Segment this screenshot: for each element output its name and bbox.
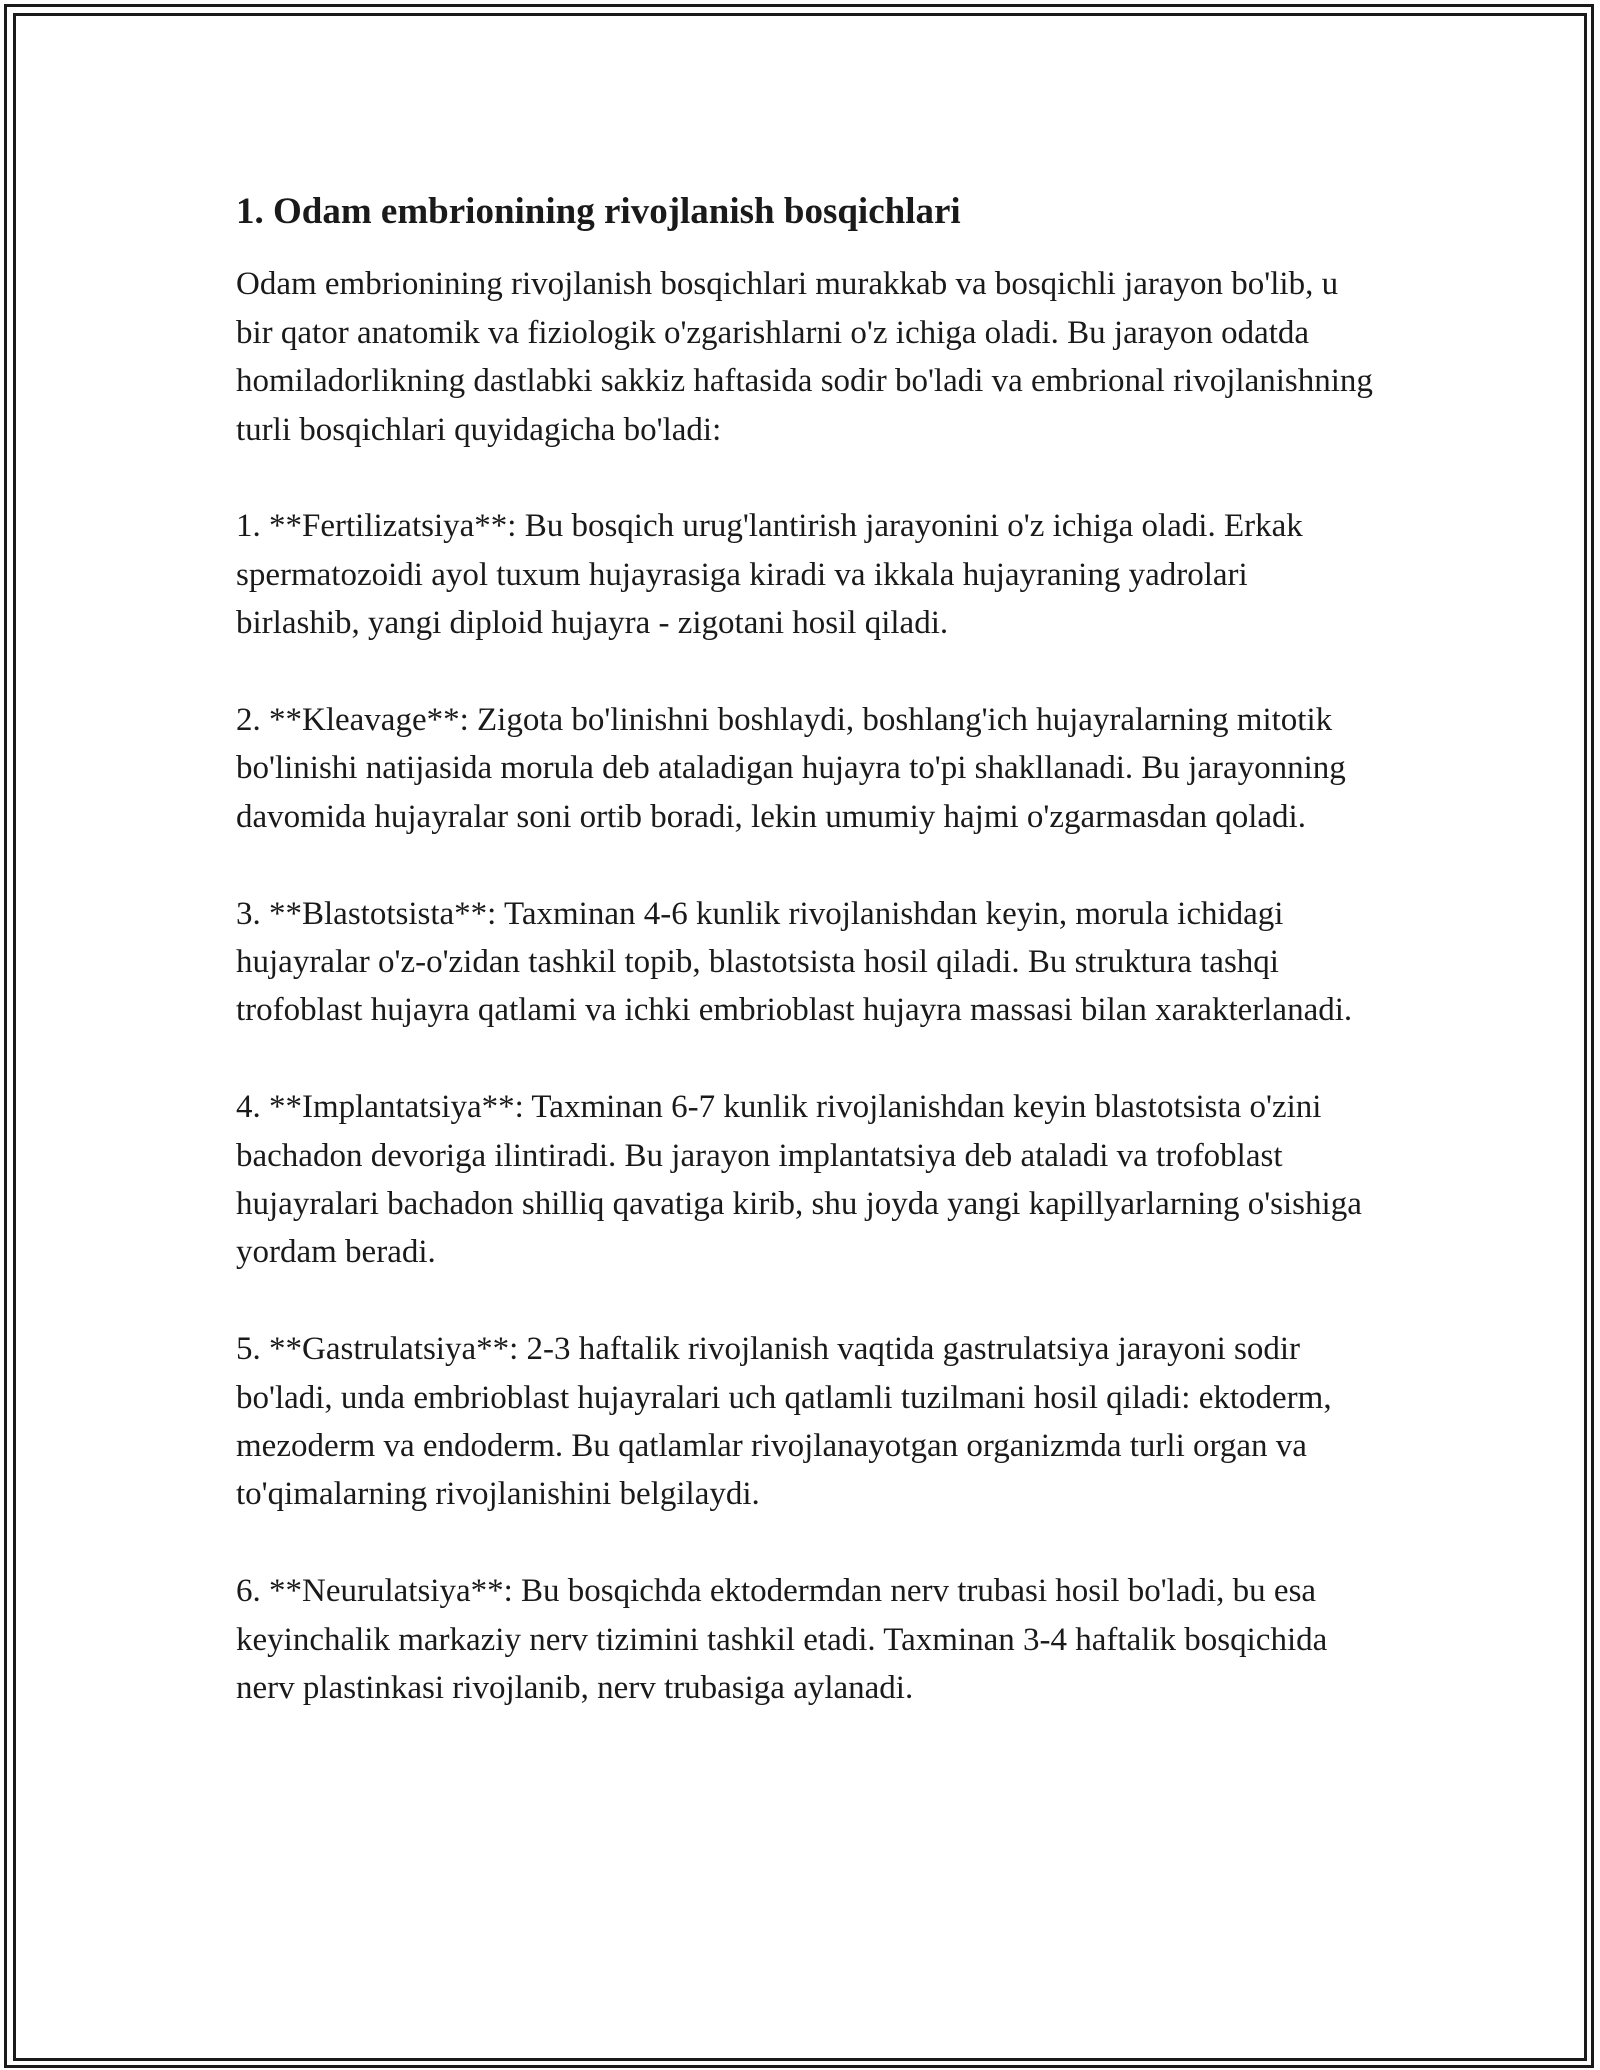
stage-gastrulation-paragraph: 5. **Gastrulatsiya**: 2-3 haftalik rivojlanish vaqtida gastrulatsiya jarayoni sodir bo'ladi, unda embrioblast hujayralari uch qatlamli tuzilmani hosil qiladi: ektoderm, mezoderm va endoderm. Bu qatlamlar rivojlanayotgan organizmda turli organ va to'qimalarning rivojlanishini belgilaydi. (236, 1331, 1332, 1513)
stage-neurulation-paragraph: 6. **Neurulatsiya**: Bu bosqichda ektodermdan nerv trubasi hosil bo'ladi, bu esa keyinchalik markaziy nerv tizimini tashkil etadi. Taxminan 3-4 haftalik bosqichida nerv plastinkasi rivojlanib, nerv trubasiga aylanadi. (236, 1573, 1328, 1707)
stage-blastocyst-paragraph: 3. **Blastotsista**: Taxminan 4-6 kunlik rivojlanishdan keyin, morula ichidagi hujayralar o'z-o'zidan tashkil topib, blastotsista hosil qiladi. Bu struktura tashqi trofoblast hujayra qatlami va ichki embrioblast hujayra massasi bilan xarakterlanadi. (236, 895, 1353, 1029)
page-title: 1. Odam embrionining rivojlanish bosqichlari (236, 191, 961, 232)
stage-cleavage-paragraph: 2. **Kleavage**: Zigota bo'linishni boshlaydi, boshlang'ich hujayralarning mitotik bo'linishi natijasida morula deb ataladigan hujayra to'pi shakllanadi. Bu jarayonning davomida hujayralar soni ortib boradi, lekin umumiy hajmi o'zgarmasdan qoladi. (236, 702, 1346, 835)
document-body (236, 182, 1376, 1712)
intro-paragraph: Odam embrionining rivojlanish bosqichlari murakkab va bosqichli jarayon bo'lib, u bir qator anatomik va fiziologik o'zgarishlarni o'z ichiga oladi. Bu jarayon odatda homiladorlikning dastlabki sakkiz haftasida sodir bo'ladi va embrional rivojlanishning turli bosqichlari quyidagicha bo'ladi: (236, 266, 1373, 448)
stage-fertilization-paragraph: 1. **Fertilizatsiya**: Bu bosqich urug'lantirish jarayonini o'z ichiga oladi. Erkak spermatozoidi ayol tuxum hujayrasiga kiradi va ikkala hujayraning yadrolari birlashib, yangi diploid hujayra - zigotani hosil qiladi. (236, 508, 1303, 642)
stage-implantation-paragraph: 4. **Implantatsiya**: Taxminan 6-7 kunlik rivojlanishdan keyin blastotsista o'zini bachadon devoriga ilintiradi. Bu jarayon implantatsiya deb ataladi va trofoblast hujayralari bachadon shilliq qavatiga kirib, shu joyda yangi kapillyarlarning o'sishiga yordam beradi. (236, 1089, 1362, 1271)
